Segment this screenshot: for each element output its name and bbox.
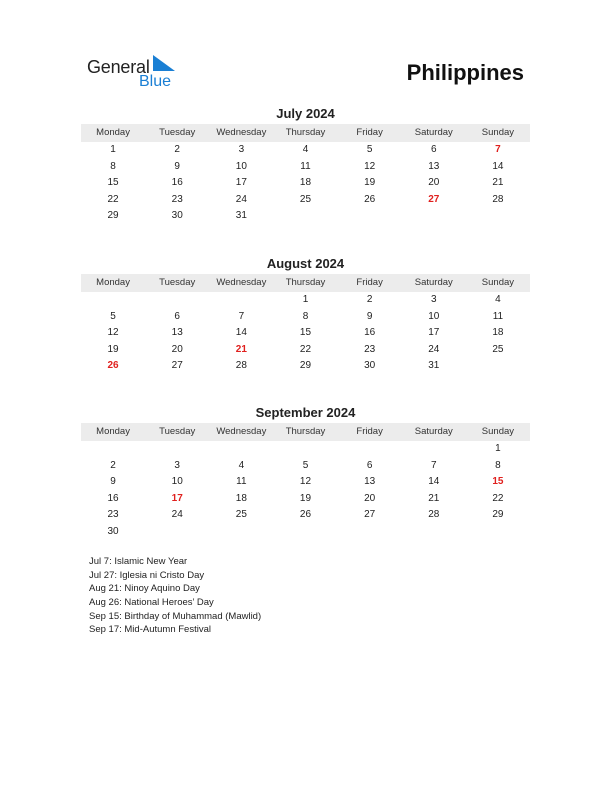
day-cell: 20	[428, 177, 440, 188]
empty-day-cell	[273, 208, 337, 225]
day-cell: 21	[492, 177, 504, 188]
empty-day-cell	[338, 441, 402, 458]
day-cell: 16	[364, 327, 376, 338]
day-cell: 13	[364, 476, 376, 487]
day-cell: 11	[300, 160, 311, 172]
day-cell: 30	[107, 525, 119, 537]
day-cell: 5	[110, 310, 116, 322]
week-row	[81, 524, 530, 541]
day-cell: 15	[299, 327, 312, 338]
day-cell: 10	[235, 160, 247, 172]
holiday-notes	[89, 555, 261, 637]
empty-day-cell	[402, 208, 466, 225]
day-cell: 19	[299, 492, 312, 504]
empty-day-cell	[338, 208, 402, 225]
empty-day-cell	[402, 441, 466, 458]
day-cell: 25	[235, 509, 247, 520]
day-cell: 23	[364, 343, 376, 355]
day-cell: 12	[299, 476, 312, 487]
day-cell: 5	[302, 459, 309, 471]
weekday-label: Saturday	[414, 277, 453, 288]
weekday-label: Tuesday	[159, 277, 196, 288]
day-cell: 30	[171, 210, 183, 221]
weekday-label: Monday	[96, 426, 130, 437]
weekday-label: Saturday	[414, 426, 453, 437]
week-row	[81, 142, 530, 159]
weekday-label: Monday	[96, 277, 130, 288]
day-cell: 24	[428, 343, 440, 355]
day-cell: 3	[430, 294, 437, 305]
day-cell: 12	[364, 160, 376, 172]
holiday-note: Sep 17: Mid-Autumn Festival	[89, 624, 211, 636]
empty-day-cell	[209, 524, 273, 541]
day-cell: 28	[428, 509, 440, 520]
holiday-note: Aug 21: Ninoy Aquino Day	[89, 583, 200, 595]
weekday-label: Tuesday	[159, 127, 196, 138]
day-cell: 3	[174, 459, 180, 471]
week-row	[81, 458, 530, 475]
day-cell: 14	[428, 476, 440, 487]
day-cell: 16	[107, 492, 119, 504]
day-cell: 8	[302, 310, 309, 322]
day-cell: 23	[171, 193, 183, 205]
day-cell: 14	[492, 160, 504, 172]
empty-day-cell	[145, 524, 209, 541]
day-cell: 18	[235, 492, 247, 504]
day-cell: 26	[364, 193, 376, 205]
holiday-note: Jul 7: Islamic New Year	[89, 556, 188, 567]
week-row	[81, 507, 530, 524]
empty-day-cell	[338, 524, 402, 541]
day-cell: 4	[238, 459, 245, 471]
day-cell: 28	[235, 360, 247, 371]
empty-day-cell	[466, 358, 530, 375]
day-cell: 18	[492, 327, 504, 338]
day-cell: 15	[107, 177, 119, 188]
holiday-day-cell: 17	[171, 492, 183, 504]
weekday-header	[81, 124, 530, 142]
day-cell: 24	[171, 509, 183, 520]
day-cell: 4	[302, 144, 309, 155]
weekday-label: Wednesday	[216, 277, 267, 288]
day-cell: 2	[110, 459, 116, 471]
weekday-label: Friday	[356, 277, 383, 288]
weeks-grid	[81, 441, 530, 540]
logo-general-text: General	[87, 57, 150, 77]
week-row	[81, 159, 530, 176]
day-cell: 17	[235, 177, 247, 188]
empty-day-cell	[145, 441, 209, 458]
week-row	[81, 491, 530, 508]
day-cell: 7	[238, 310, 245, 322]
empty-day-cell	[466, 208, 530, 225]
week-row	[81, 175, 530, 192]
generalblue-logo	[87, 55, 187, 95]
day-cell: 10	[428, 310, 440, 322]
holiday-day-cell: 15	[492, 476, 504, 487]
month-september	[81, 405, 530, 540]
day-cell: 25	[492, 343, 504, 355]
day-cell: 26	[299, 509, 312, 520]
day-cell: 16	[171, 177, 183, 188]
week-row	[81, 309, 530, 326]
week-row	[81, 292, 530, 309]
day-cell: 1	[110, 144, 116, 155]
day-cell: 13	[428, 160, 440, 172]
holiday-note: Jul 27: Iglesia ni Cristo Day	[89, 569, 205, 581]
day-cell: 6	[366, 459, 373, 471]
day-cell: 1	[495, 443, 501, 454]
day-cell: 11	[492, 310, 504, 322]
day-cell: 5	[366, 144, 373, 155]
day-cell: 10	[171, 476, 183, 487]
week-row	[81, 325, 530, 342]
day-cell: 6	[430, 144, 437, 155]
weekday-label: Wednesday	[216, 426, 267, 437]
day-cell: 20	[171, 343, 183, 355]
weekday-label: Sunday	[481, 127, 515, 138]
day-cell: 29	[299, 360, 312, 371]
day-cell: 18	[299, 177, 312, 188]
weekday-label: Friday	[356, 426, 383, 437]
weekday-header	[81, 423, 530, 441]
day-cell: 3	[238, 144, 245, 155]
day-cell: 14	[235, 327, 247, 338]
month-title: August 2024	[266, 256, 345, 271]
day-cell: 2	[174, 144, 180, 155]
day-cell: 22	[299, 343, 312, 355]
holiday-day-cell: 7	[495, 144, 501, 155]
weekday-label: Thursday	[285, 127, 326, 138]
weekday-label: Sunday	[481, 277, 515, 288]
day-cell: 19	[364, 177, 376, 188]
week-row	[81, 358, 530, 375]
day-cell: 9	[110, 476, 116, 487]
holiday-day-cell: 26	[107, 360, 119, 371]
day-cell: 31	[428, 360, 440, 371]
empty-day-cell	[145, 292, 209, 309]
day-cell: 30	[364, 360, 376, 371]
week-row	[81, 474, 530, 491]
weekday-label: Monday	[96, 127, 130, 138]
day-cell: 6	[174, 310, 180, 322]
month-august	[81, 256, 530, 375]
day-cell: 21	[428, 492, 440, 504]
week-row	[81, 208, 530, 225]
week-row	[81, 441, 530, 458]
day-cell: 9	[366, 310, 373, 322]
day-cell: 20	[364, 492, 376, 504]
day-cell: 25	[299, 193, 312, 205]
day-cell: 4	[495, 294, 501, 305]
day-cell: 31	[235, 210, 247, 221]
holiday-day-cell: 21	[235, 343, 247, 355]
day-cell: 27	[364, 509, 376, 520]
day-cell: 12	[107, 327, 119, 338]
empty-day-cell	[273, 524, 337, 541]
month-july	[81, 106, 530, 225]
day-cell: 24	[235, 193, 247, 205]
empty-day-cell	[273, 441, 337, 458]
empty-day-cell	[402, 524, 466, 541]
day-cell: 22	[107, 193, 119, 205]
weekday-label: Friday	[356, 127, 383, 138]
day-cell: 27	[171, 360, 183, 371]
weeks-grid	[81, 292, 530, 375]
weekday-label: Wednesday	[216, 127, 267, 138]
day-cell: 23	[107, 509, 119, 520]
day-cell: 28	[492, 193, 504, 205]
day-cell: 19	[107, 343, 119, 355]
day-cell: 1	[302, 294, 309, 305]
empty-day-cell	[209, 441, 273, 458]
logo-blue-text: Blue	[139, 73, 172, 90]
day-cell: 2	[366, 294, 373, 305]
day-cell: 9	[174, 160, 180, 172]
holiday-note: Aug 26: National Heroes’ Day	[89, 597, 214, 609]
day-cell: 29	[107, 210, 119, 221]
month-title: September 2024	[255, 405, 356, 420]
day-cell: 29	[492, 509, 504, 520]
day-cell: 22	[492, 492, 504, 504]
week-row	[81, 192, 530, 209]
day-cell: 11	[236, 476, 247, 487]
empty-day-cell	[209, 292, 273, 309]
weekday-label: Thursday	[285, 277, 326, 288]
empty-day-cell	[81, 441, 145, 458]
week-row	[81, 342, 530, 359]
holiday-day-cell: 27	[428, 193, 440, 205]
logo-triangle-icon	[153, 55, 177, 73]
weekday-label: Thursday	[285, 426, 326, 437]
day-cell: 8	[495, 459, 501, 471]
weekday-label: Saturday	[414, 127, 453, 138]
month-title: July 2024	[276, 106, 335, 121]
holiday-note: Sep 15: Birthday of Muhammad (Mawlid)	[89, 610, 262, 622]
weekday-label: Tuesday	[159, 426, 196, 437]
empty-day-cell	[466, 524, 530, 541]
weekday-label: Sunday	[481, 426, 515, 437]
empty-day-cell	[81, 292, 145, 309]
day-cell: 8	[110, 160, 116, 172]
weekday-header	[81, 274, 530, 292]
day-cell: 13	[171, 327, 183, 338]
weeks-grid	[81, 142, 530, 225]
day-cell: 7	[430, 459, 437, 471]
day-cell: 17	[428, 327, 440, 338]
country-title: Philippines	[406, 60, 524, 85]
